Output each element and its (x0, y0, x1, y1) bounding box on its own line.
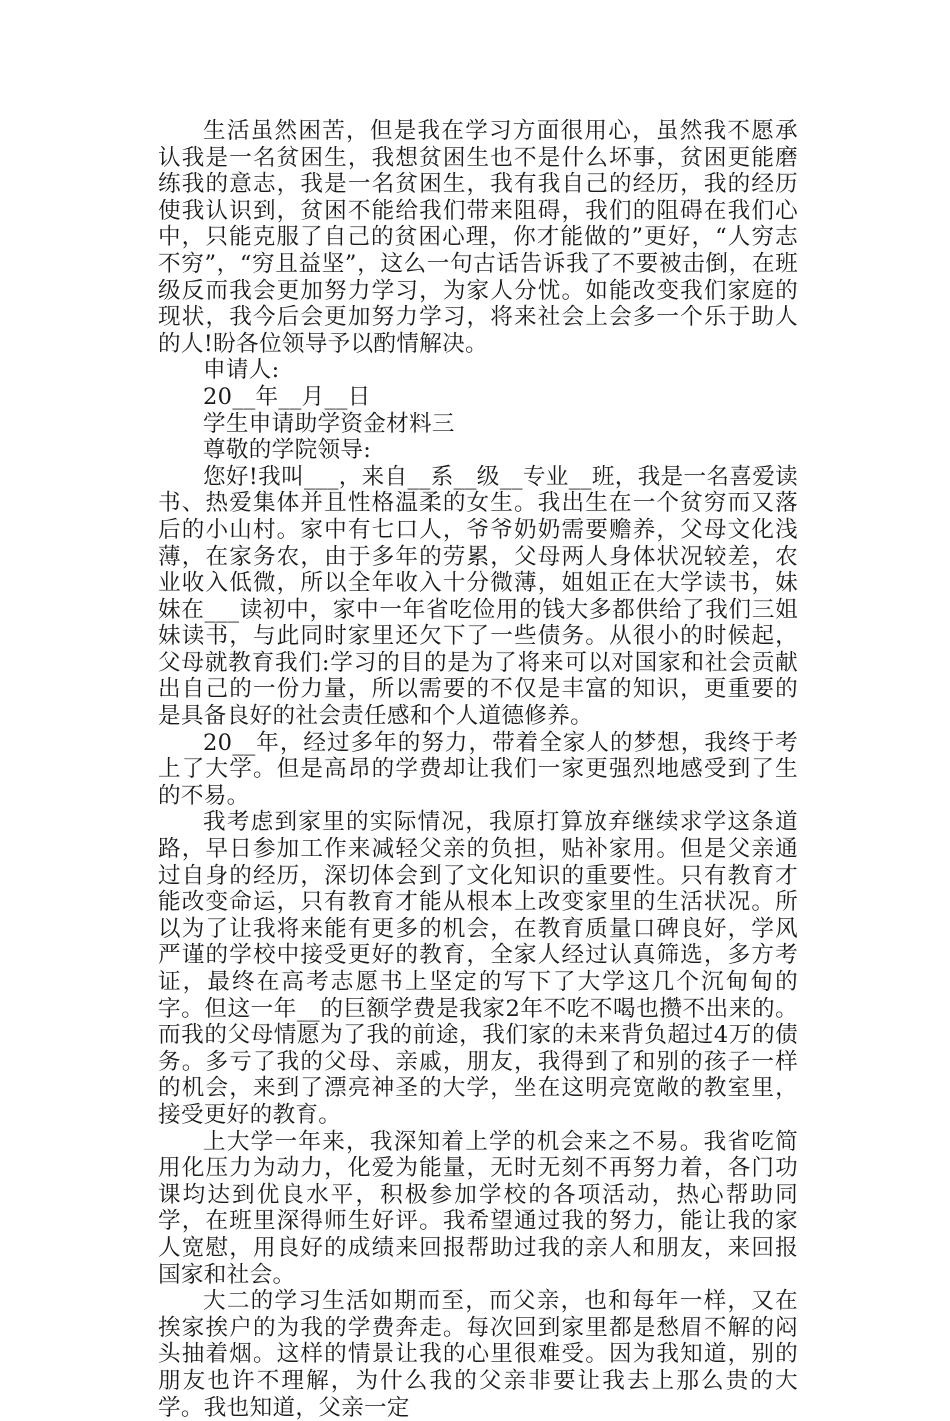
section-title: 学生申请助学资金材料三 (203, 410, 455, 437)
paragraph-introduction: 您好!我叫___，来自__系__级__专业__班，我是一名喜爱读书、热爱集体并且性格温柔的女生。我出生在一个贫穷而又落后的小山村。家中有七口人，爷爷奶奶需要赡养，父母文化浅薄，在家务农，由于多年的劳累，父母两人身体状况较差，农业收入低微，所以全年收入十分微薄，姐姐正在大学读书，妹妹在___读初中，家中一年省吃俭用的钱大多都供给了我们三姐妹读书，与此同时家里还欠下了一些债务。从很小的时候起，父母就教育我们:学习的目的是为了将来可以对国家和社会贡献出自己的一份力量，所以需要的不仅是丰富的知识，更重要的是具备良好的社会责任感和个人道德修养。 (158, 463, 798, 730)
salutation: 尊敬的学院领导: (203, 437, 372, 464)
paragraph-first-year: 上大学一年来，我深知着上学的机会来之不易。我省吃简用化压力为动力，化爱为能量，无时无刻不再努力着，各门功课均达到优良水平，积极参加学校的各项活动，热心帮助同学，在班里深得师生好评。我希望通过我的努力，能让我的家人宽慰，用良好的成绩来回报帮助过我的亲人和朋友，来回报国家和社会。 (158, 1128, 798, 1288)
date-line: 20__年__月__日 (203, 383, 371, 410)
applicant-label: 申请人: (203, 357, 280, 384)
document-body (158, 118, 798, 1421)
paragraph-second-year: 大二的学习生活如期而至，而父亲，也和每年一样，又在挨家挨户的为我的学费奔走。每次回到家里都是愁眉不解的闷头抽着烟。这样的情景让我的心里很难受。因为我知道，别的朋友也许不理解，为什么我的父亲非要让我去上那么贵的大学。我也知道，父亲一定 (158, 1288, 798, 1421)
paragraph-admission: 20__年，经过多年的努力，带着全家人的梦想，我终于考上了大学。但是高昂的学费却让我们一家更强烈地感受到了生的不易。 (158, 729, 798, 809)
paragraph-family-decision: 我考虑到家里的实际情况，我原打算放弃继续求学这条道路，早日参加工作来减轻父亲的负担，贴补家用。但是父亲通过自身的经历，深切体会到了文化知识的重要性。只有教育才能改变命运，只有教育才能从根本上改变家里的生活状况。所以为了让我将来能有更多的机会，在教育质量口碑良好，学风严谨的学校中接受更好的教育，全家人经过认真筛选，多方考证，最终在高考志愿书上坚定的写下了大学这几个沉甸甸的字。但这一年__的巨额学费是我家2年不吃不喝也攒不出来的。而我的父母情愿为了我的前途，我们家的未来背负超过4万的债务。多亏了我的父母、亲戚，朋友，我得到了和别的孩子一样的机会，来到了漂亮神圣的大学，坐在这明亮宽敞的教室里，接受更好的教育。 (158, 809, 798, 1128)
paragraph-hardship: 生活虽然困苦，但是我在学习方面很用心，虽然我不愿承认我是一名贫困生，我想贫困生也不是什么坏事，贫困更能磨练我的意志，我是一名贫困生，我有我自己的经历，我的经历使我认识到，贫困不能给我们带来阻碍，我们的阻碍在我们心中，只能克服了自己的贫困心理，你才能做的”更好，“人穷志不穷”，“穷且益坚”，这么一句古话告诉我了不要被击倒，在班级反而我会更加努力学习，为家人分忧。如能改变我们家庭的现状，我今后会更加努力学习，将来社会上会多一个乐于助人的人!盼各位领导予以酌情解决。 (158, 118, 798, 357)
